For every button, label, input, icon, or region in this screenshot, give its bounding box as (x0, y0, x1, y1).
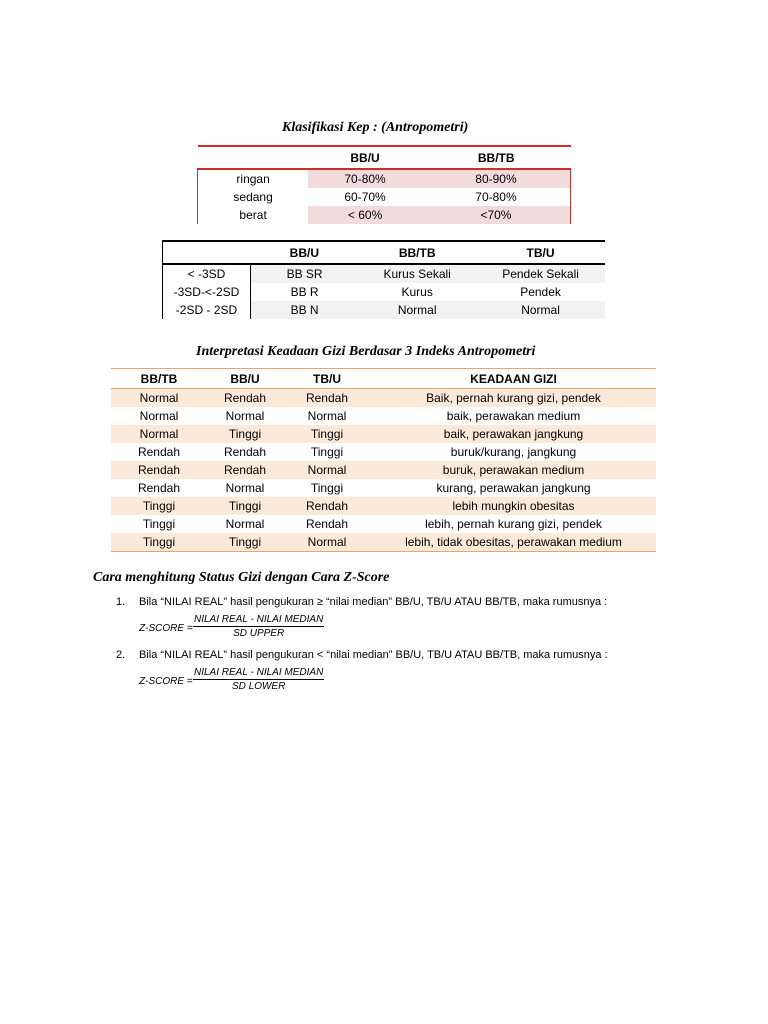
table-cell: lebih mungkin obesitas (371, 497, 656, 515)
table-cell: Kurus Sekali (358, 264, 476, 283)
table-cell: 60-70% (308, 188, 422, 206)
table-cell: Pendek Sekali (476, 264, 605, 283)
table-row (111, 443, 656, 461)
table-row (111, 425, 656, 443)
table-cell: buruk/kurang, jangkung (450, 445, 577, 459)
table-header-cell (163, 241, 251, 264)
table-cell: Pendek (520, 285, 561, 299)
formula-fraction (193, 614, 324, 639)
table-cell: Rendah (283, 389, 371, 408)
table-header-row (198, 146, 571, 169)
table-cell: 70-80% (308, 169, 422, 188)
formula-numerator: NILAI REAL - NILAI MEDIAN (194, 614, 324, 625)
table-cell: Tinggi (310, 445, 344, 459)
table-cell: Rendah (207, 389, 283, 408)
table-cell: <70% (422, 206, 571, 224)
list-number: 2. (116, 649, 126, 661)
table-cell: -3SD-<-2SD (163, 283, 251, 301)
table-cell: Normal (476, 301, 605, 319)
table-interpretasi (111, 368, 656, 552)
table-klasifikasi-kep (197, 145, 571, 224)
table-cell: Tinggi (310, 481, 344, 495)
table-cell: 80-90% (422, 169, 571, 188)
table-cell: Rendah (305, 517, 349, 531)
table-cell: < 60% (308, 206, 422, 224)
table-cell: -2SD - 2SD (163, 301, 251, 319)
table-cell: Tinggi (283, 425, 371, 443)
table-row (111, 389, 656, 408)
table-cell: Rendah (111, 461, 207, 479)
table-cell: Tinggi (207, 425, 283, 443)
table-cell: Normal (358, 301, 476, 319)
table-header-cell: TB/U (476, 241, 605, 264)
formula-lhs: Z-SCORE = (139, 623, 193, 634)
table-cell: Normal (225, 409, 265, 423)
table-header-cell (198, 146, 309, 169)
table-cell: Normal (111, 389, 207, 408)
table-cell: Tinggi (111, 497, 207, 515)
table-header-cell: BB/U (308, 146, 422, 169)
table-row (111, 497, 656, 515)
table-header-cell: BB/TB (358, 241, 476, 264)
table-header-row (163, 241, 606, 264)
table-cell: Normal (283, 533, 371, 552)
table-row (198, 188, 571, 206)
table-cell: Rendah (223, 445, 267, 459)
table-cell: Tinggi (142, 517, 176, 531)
table-header-cell: BB/TB (111, 369, 207, 389)
table-cell: Normal (225, 481, 265, 495)
table-cell: BB SR (250, 264, 358, 283)
table-row (163, 301, 606, 319)
table-cell: kurang, perawakan jangkung (436, 481, 591, 495)
table-cell: baik, perawakan medium (446, 409, 581, 423)
table-row (198, 206, 571, 224)
table-cell: Normal (111, 425, 207, 443)
table-row (111, 461, 656, 479)
table-cell: 70-80% (422, 188, 571, 206)
table-row (163, 283, 606, 301)
table-row (198, 169, 571, 188)
table-cell: Normal (225, 517, 265, 531)
table-cell: sedang (198, 188, 309, 206)
formula-lhs: Z-SCORE = (139, 676, 193, 687)
table-header-cell: TB/U (283, 369, 371, 389)
list-number: 1. (116, 596, 126, 608)
table-cell: Tinggi (207, 533, 283, 552)
table-cell: Normal (307, 409, 347, 423)
table-cell: Rendah (283, 497, 371, 515)
table-cell: Rendah (137, 445, 181, 459)
table-cell: lebih, tidak obesitas, perawakan medium (371, 533, 656, 552)
table-cell: Rendah (137, 481, 181, 495)
table-z-score-classification (162, 240, 605, 319)
table-cell: Kurus (401, 285, 433, 299)
list-text: Bila “NILAI REAL” hasil pengukuran ≥ “nilai median” BB/U, TB/U ATAU BB/TB, maka rumusnya : (139, 596, 608, 608)
title-z-score: Cara menghitung Status Gizi dengan Cara Z-Score (93, 570, 390, 585)
table-cell: Rendah (207, 461, 283, 479)
formula-denominator: SD LOWER (231, 681, 286, 692)
table-cell: ringan (198, 169, 309, 188)
table-cell: BB R (290, 285, 319, 299)
table-header-cell: BB/U (250, 241, 358, 264)
table-row (111, 515, 656, 533)
table-cell: baik, perawakan jangkung (371, 425, 656, 443)
title-klasifikasi: Klasifikasi Kep : (Antropometri) (282, 120, 469, 135)
title-interpretasi: Interpretasi Keadaan Gizi Berdasar 3 Indeks Antropometri (196, 344, 536, 359)
table-row (111, 533, 656, 552)
table-row (111, 479, 656, 497)
table-cell: Normal (283, 461, 371, 479)
formula-denominator: SD UPPER (233, 628, 285, 639)
formula-numerator: NILAI REAL - NILAI MEDIAN (194, 667, 324, 678)
table-cell: < -3SD (163, 264, 251, 283)
table-cell: lebih, pernah kurang gizi, pendek (425, 517, 602, 531)
table-header-cell: KEADAAN GIZI (371, 369, 656, 389)
table-cell: Tinggi (207, 497, 283, 515)
table-header-cell: BB/U (207, 369, 283, 389)
table-header-row (111, 369, 656, 389)
table-row (163, 264, 606, 283)
table-cell: Baik, pernah kurang gizi, pendek (371, 389, 656, 408)
table-cell: buruk, perawakan medium (371, 461, 656, 479)
table-cell: Normal (139, 409, 179, 423)
table-cell: BB N (250, 301, 358, 319)
table-cell: Tinggi (111, 533, 207, 552)
formula-fraction (193, 667, 324, 692)
table-header-cell: BB/TB (422, 146, 571, 169)
list-text: Bila “NILAI REAL” hasil pengukuran < “nilai median” BB/U, TB/U ATAU BB/TB, maka rumusnya : (139, 649, 608, 661)
table-row (111, 407, 656, 425)
table-cell: berat (198, 206, 309, 224)
